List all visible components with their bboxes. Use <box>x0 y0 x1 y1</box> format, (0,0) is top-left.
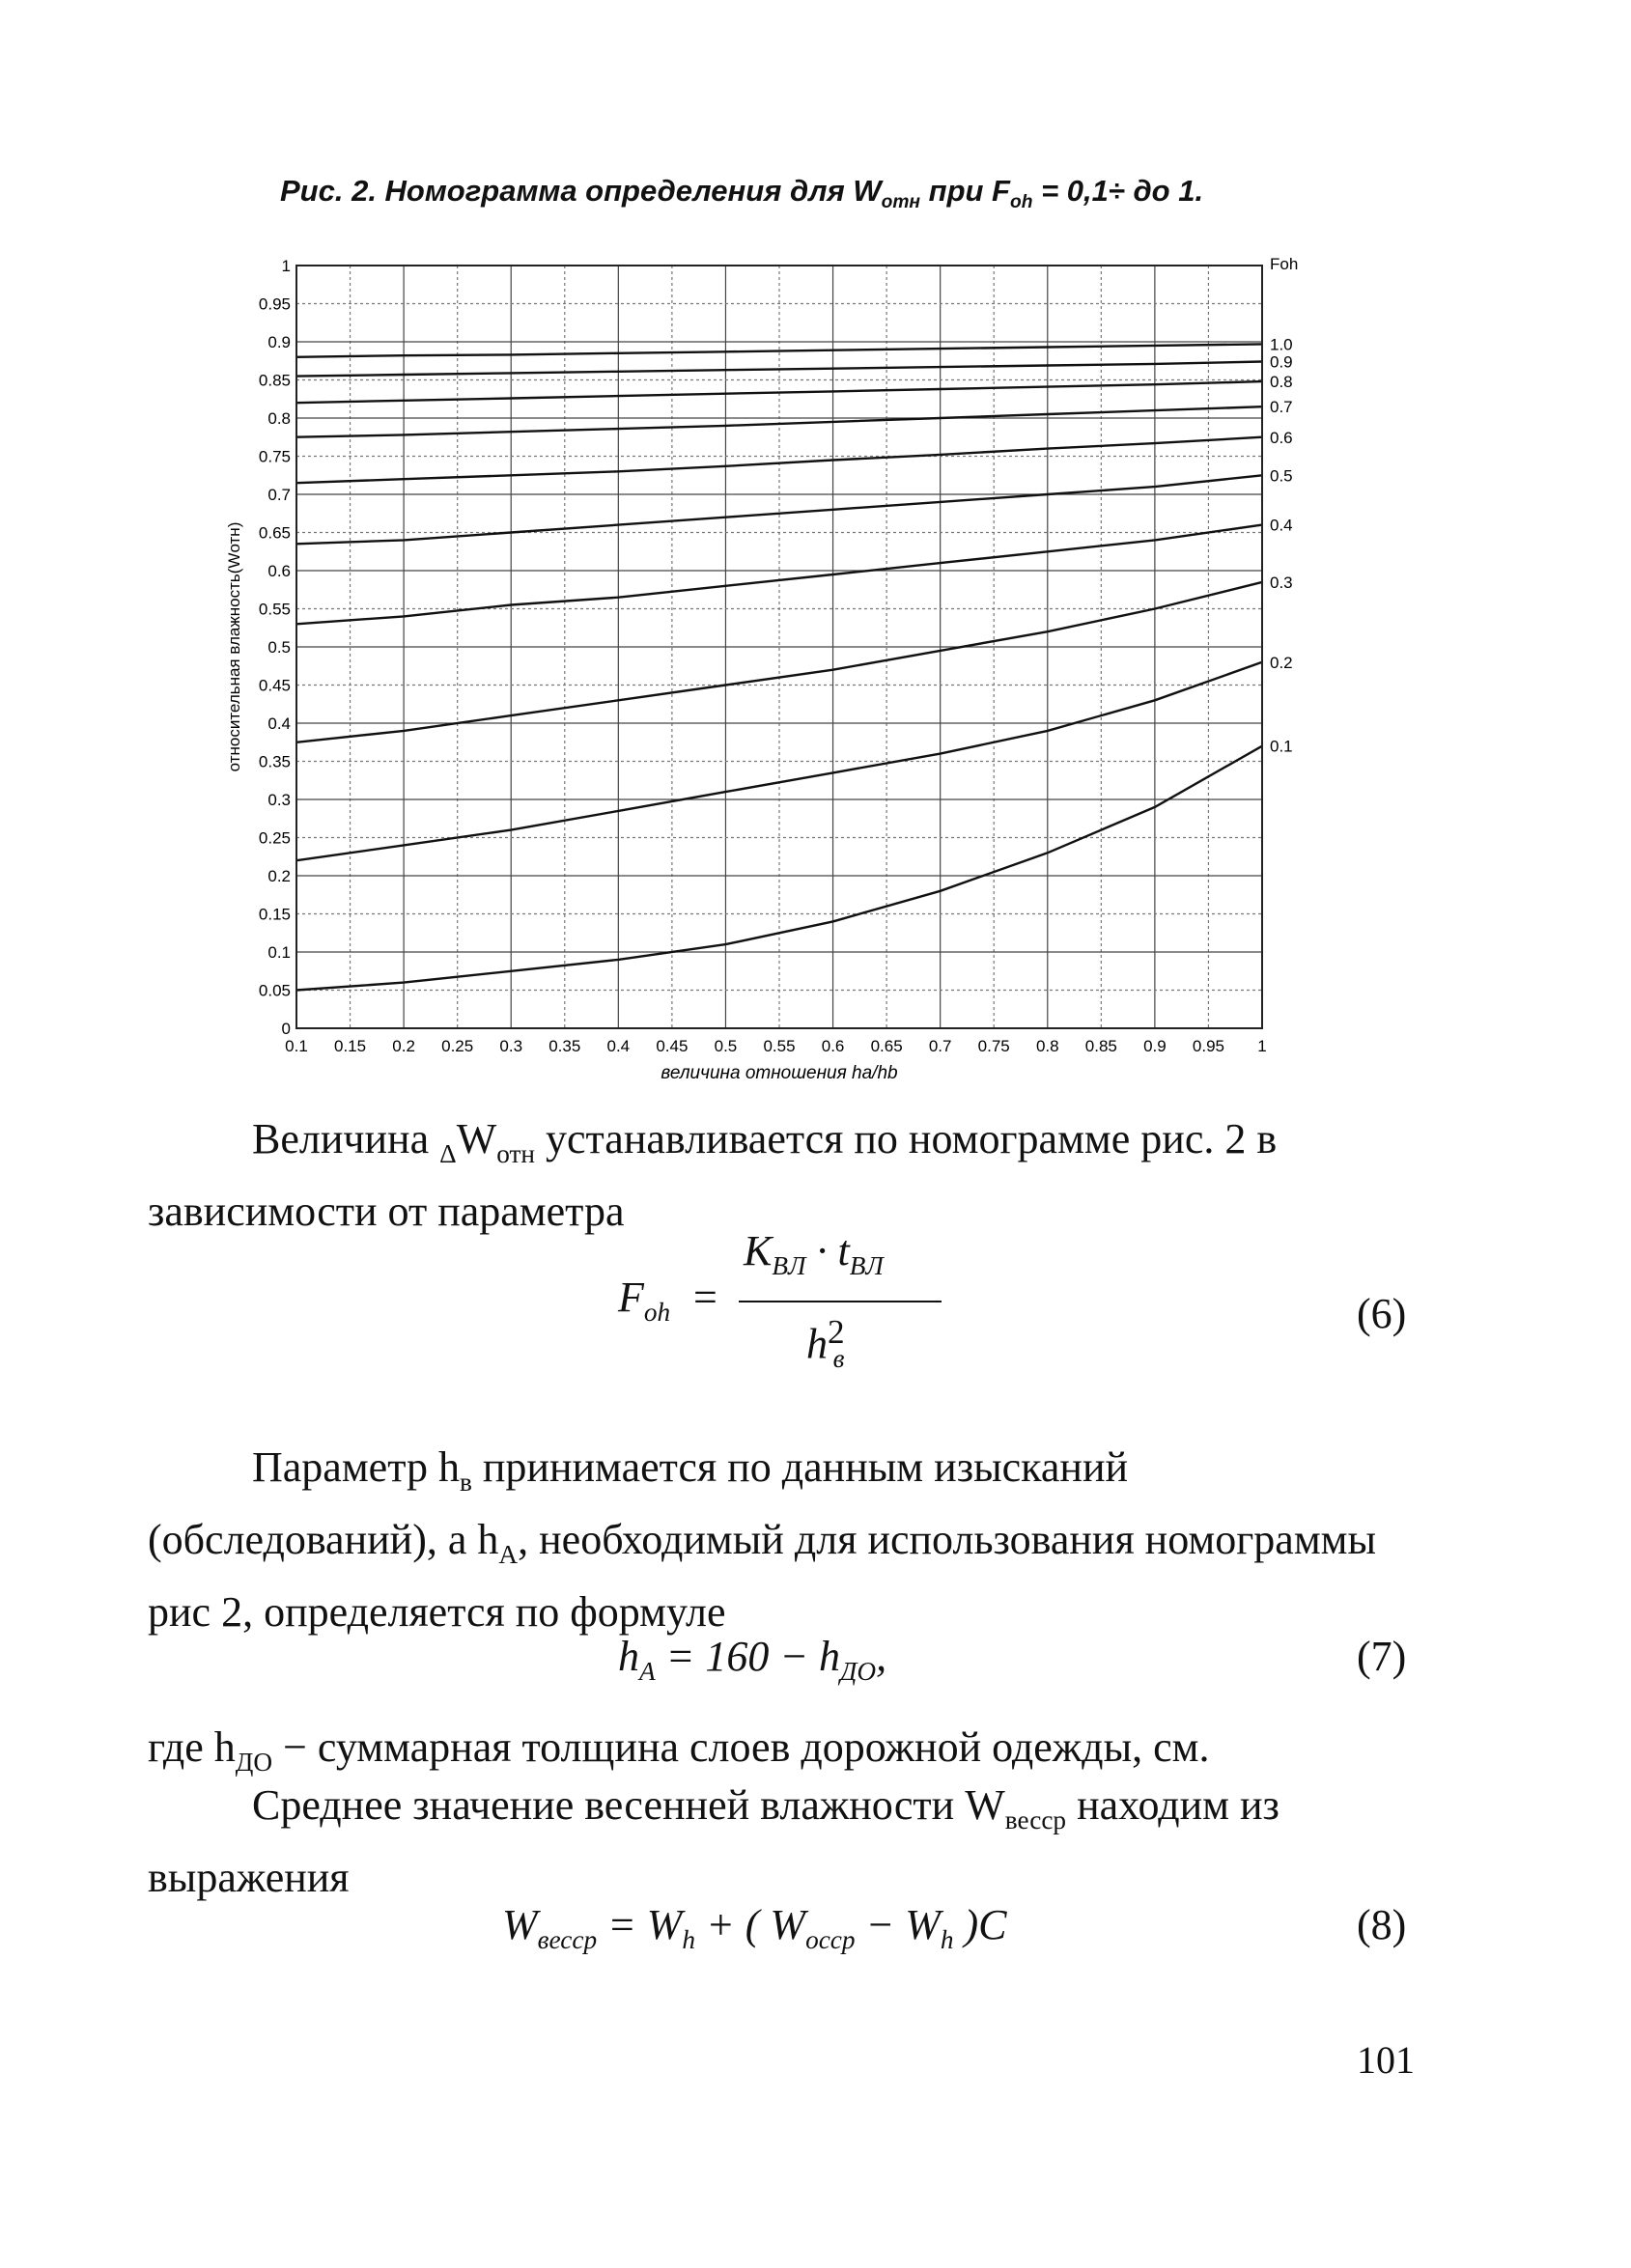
equation-number-6: (6) <box>1357 1290 1407 1337</box>
chart-labels <box>225 255 1298 1083</box>
y-tick-label: 0.1 <box>267 943 291 962</box>
series-label: 0.3 <box>1270 573 1293 592</box>
fraction-bar <box>739 1301 942 1302</box>
x-tick-label: 0.65 <box>870 1037 903 1055</box>
y-tick-label: 0.9 <box>267 333 291 351</box>
series-label: 0.5 <box>1270 466 1293 486</box>
series-label: 0.2 <box>1270 653 1293 672</box>
y-tick-label: 0.15 <box>258 905 291 924</box>
x-tick-label: 1 <box>1257 1037 1267 1055</box>
x-tick-label: 0.45 <box>656 1037 689 1055</box>
series-line-0.9 <box>296 362 1262 377</box>
x-tick-label: 0.25 <box>441 1037 474 1055</box>
series-label: 0.9 <box>1270 352 1293 372</box>
formula-6-eq: = <box>693 1274 717 1321</box>
x-tick-label: 0.2 <box>392 1037 415 1055</box>
x-tick-label: 0.4 <box>606 1037 631 1055</box>
paragraph-3: где $h_{ДО}$ − суммарная толщина слоев дорожной одежды, см. <box>148 1723 1210 1777</box>
x-tick-label: 0.85 <box>1084 1037 1117 1055</box>
y-tick-label: 0.25 <box>258 828 291 848</box>
y-tick-label: 0.95 <box>258 294 291 314</box>
series-label: 0.7 <box>1270 398 1293 417</box>
y-tick-label: 0.3 <box>267 791 291 809</box>
y-tick-label: 1 <box>281 257 291 275</box>
y-tick-label: 0.6 <box>267 562 291 580</box>
x-tick-label: 0.5 <box>714 1037 738 1055</box>
x-tick-label: 0.15 <box>334 1037 367 1055</box>
formula-6-lhs: $F_{oh}$ <box>618 1274 671 1327</box>
chart-grid <box>296 266 1262 1028</box>
series-label: 0.4 <box>1270 516 1293 535</box>
y-tick-label: 0.75 <box>258 447 291 466</box>
y-tick-label: 0 <box>281 1020 291 1038</box>
formula-7: $h_A = 160 - h_{ДО}$, <box>618 1633 887 1686</box>
series-label: 1.0 <box>1270 335 1293 354</box>
x-axis-label: величина отношения ha/hb <box>661 1063 898 1083</box>
y-axis-label: относительная влажность(Wотн) <box>225 521 243 772</box>
y-tick-label: 0.8 <box>267 409 291 428</box>
formula-6-numerator: $K_{ВЛ} \cdot t_{ВЛ}$ <box>744 1227 884 1280</box>
y-tick-label: 0.35 <box>258 752 291 771</box>
paragraph-2: Параметр $h_в$ принимается по данным изысканий (обследований), а $h_A$, необходимый для использования номограммы рис 2, определяется по формуле <box>148 1443 1377 1636</box>
y-tick-label: 0.5 <box>267 638 291 657</box>
x-tick-label: 0.35 <box>548 1037 581 1055</box>
y-tick-label: 0.55 <box>258 600 291 619</box>
y-tick-label: 0.4 <box>267 714 291 733</box>
x-tick-label: 0.55 <box>763 1037 796 1055</box>
formula-8: $W_{вессp} = W_h$ + ( $W_{occp} - W_h$ )C <box>502 1901 1007 1954</box>
equation-number-7: (7) <box>1357 1633 1407 1680</box>
y-tick-label: 0.45 <box>258 676 291 695</box>
series-label: 0.1 <box>1270 737 1293 756</box>
x-tick-label: 0.8 <box>1035 1037 1059 1055</box>
x-tick-label: 0.1 <box>285 1037 308 1055</box>
page-number: 101 <box>1357 2038 1415 2082</box>
legend-title: Foh <box>1270 255 1299 273</box>
y-tick-label: 0.05 <box>258 981 291 1000</box>
equation-number-8: (8) <box>1357 1901 1407 1948</box>
y-tick-label: 0.2 <box>267 867 291 885</box>
x-tick-label: 0.9 <box>1143 1037 1167 1055</box>
series-label: 0.8 <box>1270 373 1293 392</box>
series-label: 0.6 <box>1270 428 1293 447</box>
x-tick-label: 0.7 <box>928 1037 952 1055</box>
paragraph-1: Величина $_\Delta W_{отн}$ устанавливается по номограмме рис. 2 в зависимости от параметра <box>148 1115 1278 1235</box>
y-tick-label: 0.65 <box>258 523 291 543</box>
x-tick-label: 0.3 <box>499 1037 523 1055</box>
x-tick-label: 0.95 <box>1192 1037 1224 1055</box>
y-tick-label: 0.85 <box>258 371 291 390</box>
formula-6-denominator: $h^2_в$ <box>806 1313 845 1374</box>
figure-caption: Рис. 2. Номограмма определения для $W_{отн}$ при $F_{oh} = 0,1\div$ до 1. <box>280 174 1204 213</box>
x-tick-label: 0.6 <box>821 1037 845 1055</box>
paragraph-4: Среднее значение весенней влажности $W_{весср}$ находим из выражения <box>148 1781 1279 1901</box>
x-tick-label: 0.75 <box>977 1037 1010 1055</box>
y-tick-label: 0.7 <box>267 486 291 504</box>
nomogram-chart <box>222 246 1420 1115</box>
